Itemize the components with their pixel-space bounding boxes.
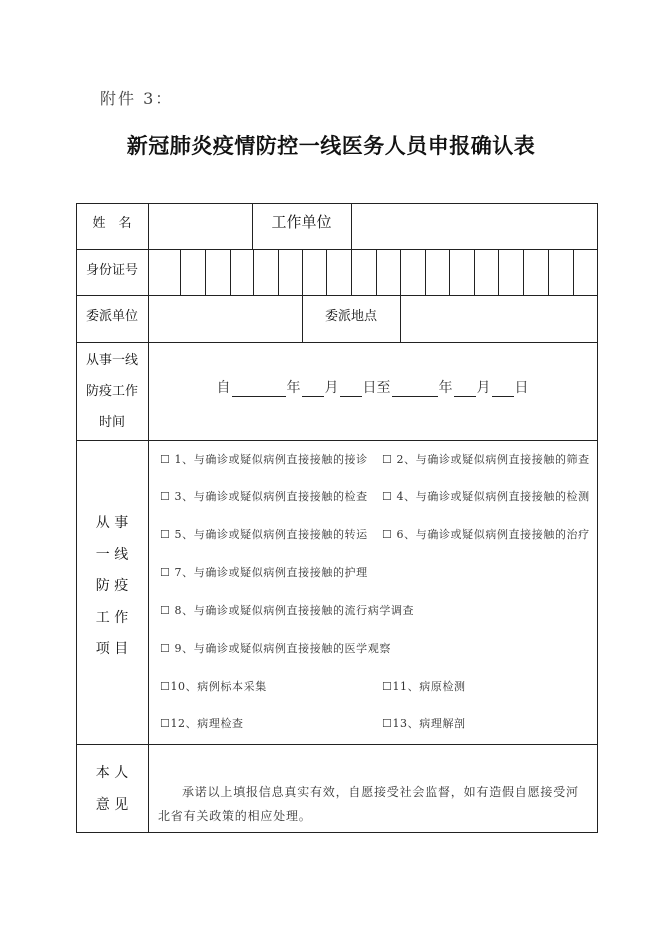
id-digit-field[interactable] [450,250,474,294]
id-digit-field[interactable] [475,250,498,294]
id-box-divider [449,249,450,295]
work-item-checkbox[interactable]: ☐12、病理检查 [160,717,244,730]
row-divider [76,440,597,441]
id-box-divider [278,249,279,295]
work-items-label-line: 防 疫 [95,578,129,594]
to-month-field[interactable] [454,382,476,397]
id-box-divider [326,249,327,295]
work-item-checkbox[interactable]: ☐ 1、与确诊或疑似病例直接接触的接诊 [160,453,368,466]
to-year-field[interactable] [392,382,438,397]
work-items-label-line: 项 目 [95,641,129,657]
id-digit-field[interactable] [231,250,253,294]
table-border [597,203,598,832]
id-digit-field[interactable] [149,250,180,294]
name-field[interactable] [149,204,251,248]
year-text: 年 [438,380,453,396]
period-label-line: 时间 [98,415,125,430]
day-text: 日 [514,380,529,396]
work-items-label [76,508,148,666]
work-item-checkbox[interactable]: ☐ 4、与确诊或疑似病例直接接触的检测 [382,490,590,503]
work-item-checkbox[interactable]: ☐ 6、与确诊或疑似病例直接接触的治疗 [382,528,590,541]
work-item-checkbox[interactable]: ☐ 2、与确诊或疑似病例直接接触的筛查 [382,453,590,466]
id-digit-field[interactable] [279,250,302,294]
id-digit-field[interactable] [352,250,376,294]
day-to-text: 日至 [362,380,391,396]
id-box-divider [230,249,231,295]
work-item-checkbox[interactable]: ☐ 8、与确诊或疑似病例直接接触的流行病学调查 [160,604,415,617]
work-items-label-line: 从 事 [95,515,129,531]
id-box-divider [400,249,401,295]
id-box-divider [351,249,352,295]
declaration-text: 承诺以上填报信息真实有效，自愿接受社会监督，如有造假自愿接受河北省有关政策的相应处理。 [158,785,579,823]
period-label-line: 防疫工作 [85,384,138,399]
from-day-field[interactable] [340,382,362,397]
from-year-field[interactable] [232,382,286,397]
id-box-divider [474,249,475,295]
dispatch-unit-label: 委派单位 [85,309,138,324]
period-dates [148,377,597,397]
from-month-field[interactable] [302,382,324,397]
id-digit-field[interactable] [377,250,400,294]
id-label: 身份证号 [85,263,138,278]
row-divider [76,342,597,343]
id-digit-field[interactable] [181,250,205,294]
work-item-checkbox[interactable]: ☐ 7、与确诊或疑似病例直接接触的护理 [160,566,368,579]
table-border [76,832,598,833]
work-items-label-line: 一 线 [95,546,129,563]
work-unit-field[interactable] [352,204,596,248]
dispatch-location-label: 委派地点 [324,309,377,324]
work-item-checkbox[interactable]: ☐ 9、与确诊或疑似病例直接接触的医学观察 [160,642,391,655]
period-label-line: 从事一线 [85,353,138,368]
opinion-label-line: 意 见 [95,797,129,813]
dispatch-location-field[interactable] [401,296,596,341]
to-day-field[interactable] [492,382,514,397]
work-items-label-line: 工 作 [95,609,129,626]
work-item-checkbox[interactable]: ☐ 3、与确诊或疑似病例直接接触的检查 [160,490,368,503]
id-box-divider [253,249,254,295]
id-box-divider [376,249,377,295]
work-unit-label: 工作单位 [271,213,332,231]
id-digit-field[interactable] [426,250,449,294]
opinion-label-line: 本 人 [95,765,129,781]
id-digit-field[interactable] [303,250,326,294]
name-label: 姓 名 [92,216,132,231]
id-box-divider [498,249,499,295]
year-text: 年 [286,380,301,396]
work-item-checkbox[interactable]: ☐ 5、与确诊或疑似病例直接接触的转运 [160,528,368,541]
opinion-label [76,757,148,821]
from-text: 自 [216,380,231,396]
month-text: 月 [324,380,339,396]
id-box-divider [573,249,574,295]
id-box-divider [425,249,426,295]
id-digit-field[interactable] [206,250,230,294]
id-box-divider [180,249,181,295]
id-digit-field[interactable] [549,250,573,294]
id-digit-field[interactable] [327,250,351,294]
work-item-checkbox[interactable]: ☐10、病例标本采集 [160,680,267,693]
row-divider [76,744,597,745]
work-item-checkbox[interactable]: ☐11、病原检测 [382,680,466,693]
work-item-checkbox[interactable]: ☐13、病理解剖 [382,717,466,730]
attachment-label: 附件 3： [100,89,174,108]
id-box-divider [523,249,524,295]
id-digit-field[interactable] [401,250,425,294]
id-digit-field[interactable] [574,250,597,294]
id-box-divider [548,249,549,295]
id-digit-field[interactable] [524,250,548,294]
month-text: 月 [476,380,491,396]
id-digit-field[interactable] [499,250,523,294]
id-box-divider [302,249,303,295]
id-digit-field[interactable] [254,250,278,294]
id-box-divider [205,249,206,295]
period-label [76,343,148,438]
dispatch-unit-field[interactable] [149,296,301,341]
page-title: 新冠肺炎疫情防控一线医务人员申报确认表 [126,134,536,158]
